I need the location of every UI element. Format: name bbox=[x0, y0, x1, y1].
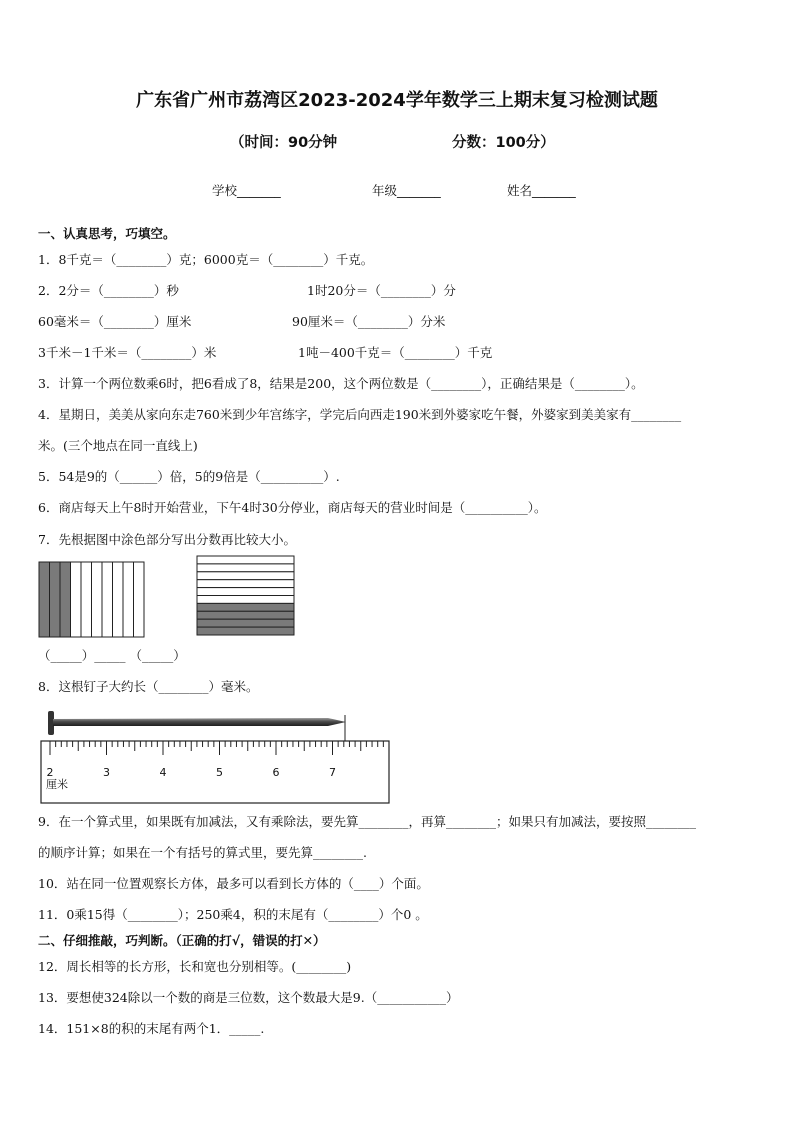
fraction-strip bbox=[81, 562, 92, 637]
question-1: 1．8千克＝（________）克；6000克＝（________）千克。 bbox=[38, 252, 374, 267]
ruler-unit: 厘米 bbox=[46, 778, 68, 791]
fraction-strip bbox=[123, 562, 134, 637]
question-4-line1: 4．星期日，美美从家向东走760米到少年宫练字，学完后向西走190米到外婆家吃午餐，外婆家到美美家有________ bbox=[38, 407, 682, 422]
fraction-strip bbox=[197, 596, 294, 604]
fraction-strip bbox=[71, 562, 82, 637]
question-4-line2: 米。(三个地点在同一直线上) bbox=[38, 438, 198, 453]
exam-time: （时间：90分钟 bbox=[230, 135, 338, 151]
question-14: 14．151×8的积的末尾有两个1．_____. bbox=[38, 1021, 265, 1036]
question-9-line2: 的顺序计算；如果在一个有括号的算式里，要先算________. bbox=[38, 845, 367, 860]
ruler-label: 3 bbox=[103, 766, 110, 779]
question-2f: 1吨－400千克＝（________）千克 bbox=[298, 345, 493, 360]
question-2c: 60毫米＝（________）厘米 bbox=[38, 314, 192, 329]
fraction-strip bbox=[197, 611, 294, 619]
fraction-strip bbox=[197, 603, 294, 611]
fraction-strip bbox=[197, 627, 294, 635]
fraction-strip bbox=[197, 619, 294, 627]
question-9-line1: 9．在一个算式里，如果既有加减法，又有乘除法，要先算________，再算________；如果只有加减法，要按照________ bbox=[38, 814, 696, 829]
question-2b: 1时20分＝（________）分 bbox=[307, 283, 456, 298]
exam-score: 分数：100分） bbox=[452, 135, 555, 151]
section1-heading: 一、认真思考，巧填空。 bbox=[38, 226, 176, 241]
fraction-strip bbox=[92, 562, 103, 637]
fraction-strip bbox=[102, 562, 113, 637]
nail bbox=[48, 711, 346, 735]
name-field: 姓名_______ bbox=[507, 183, 576, 198]
question-2a: 2．2分＝（________）秒 bbox=[38, 283, 179, 298]
nail-ruler-figure bbox=[38, 705, 394, 807]
ruler-label: 6 bbox=[272, 766, 280, 779]
question-2d: 90厘米＝（________）分米 bbox=[292, 314, 446, 329]
ruler-label: 2 bbox=[46, 766, 54, 779]
school-field: 学校_______ bbox=[212, 183, 281, 198]
question-13: 13．要想使324除以一个数的商是三位数，这个数最大是9.（___________） bbox=[38, 990, 459, 1005]
question-7-blanks: （_____）_____ （_____） bbox=[38, 648, 186, 663]
fraction-strip bbox=[197, 588, 294, 596]
fraction-strip bbox=[197, 556, 294, 564]
grade-field: 年级_______ bbox=[372, 183, 441, 198]
question-8: 8．这根钉子大约长（________）毫米。 bbox=[38, 679, 259, 694]
fraction-strip bbox=[197, 564, 294, 572]
question-10: 10．站在同一位置观察长方体，最多可以看到长方体的（____）个面。 bbox=[38, 876, 429, 891]
fraction-strip bbox=[134, 562, 145, 637]
fraction-figure-vertical bbox=[38, 561, 146, 639]
question-7: 7．先根据图中涂色部分写出分数再比较大小。 bbox=[38, 532, 296, 547]
ruler-body bbox=[41, 741, 389, 803]
ruler-label: 5 bbox=[216, 766, 223, 779]
exam-title: 广东省广州市荔湾区2023-2024学年数学三上期末复习检测试题 bbox=[136, 90, 658, 111]
ruler-label: 7 bbox=[329, 766, 336, 779]
fraction-strip bbox=[50, 562, 61, 637]
ruler-label: 4 bbox=[159, 766, 167, 779]
question-2e: 3千米－1千米＝（________）米 bbox=[38, 345, 217, 360]
fraction-figure-horizontal bbox=[196, 555, 296, 637]
fraction-strip bbox=[197, 572, 294, 580]
question-12: 12．周长相等的长方形，长和宽也分别相等。(________) bbox=[38, 959, 352, 974]
fraction-strip bbox=[113, 562, 124, 637]
fraction-strip bbox=[197, 580, 294, 588]
fraction-strip bbox=[39, 562, 50, 637]
fraction-strip bbox=[60, 562, 71, 637]
question-6: 6．商店每天上午8时开始营业，下午4时30分停业，商店每天的营业时间是（__________）。 bbox=[38, 500, 547, 515]
question-3: 3．计算一个两位数乘6时，把6看成了8，结果是200，这个两位数是（________），正确结果是（________）。 bbox=[38, 376, 644, 391]
question-5: 5．54是9的（______）倍，5的9倍是（__________）. bbox=[38, 469, 340, 484]
question-11: 11．0乘15得（________）；250乘4，积的末尾有（________）个0 。 bbox=[38, 907, 428, 922]
section2-heading: 二、仔细推敲，巧判断。（正确的打√，错误的打✕） bbox=[38, 933, 326, 948]
